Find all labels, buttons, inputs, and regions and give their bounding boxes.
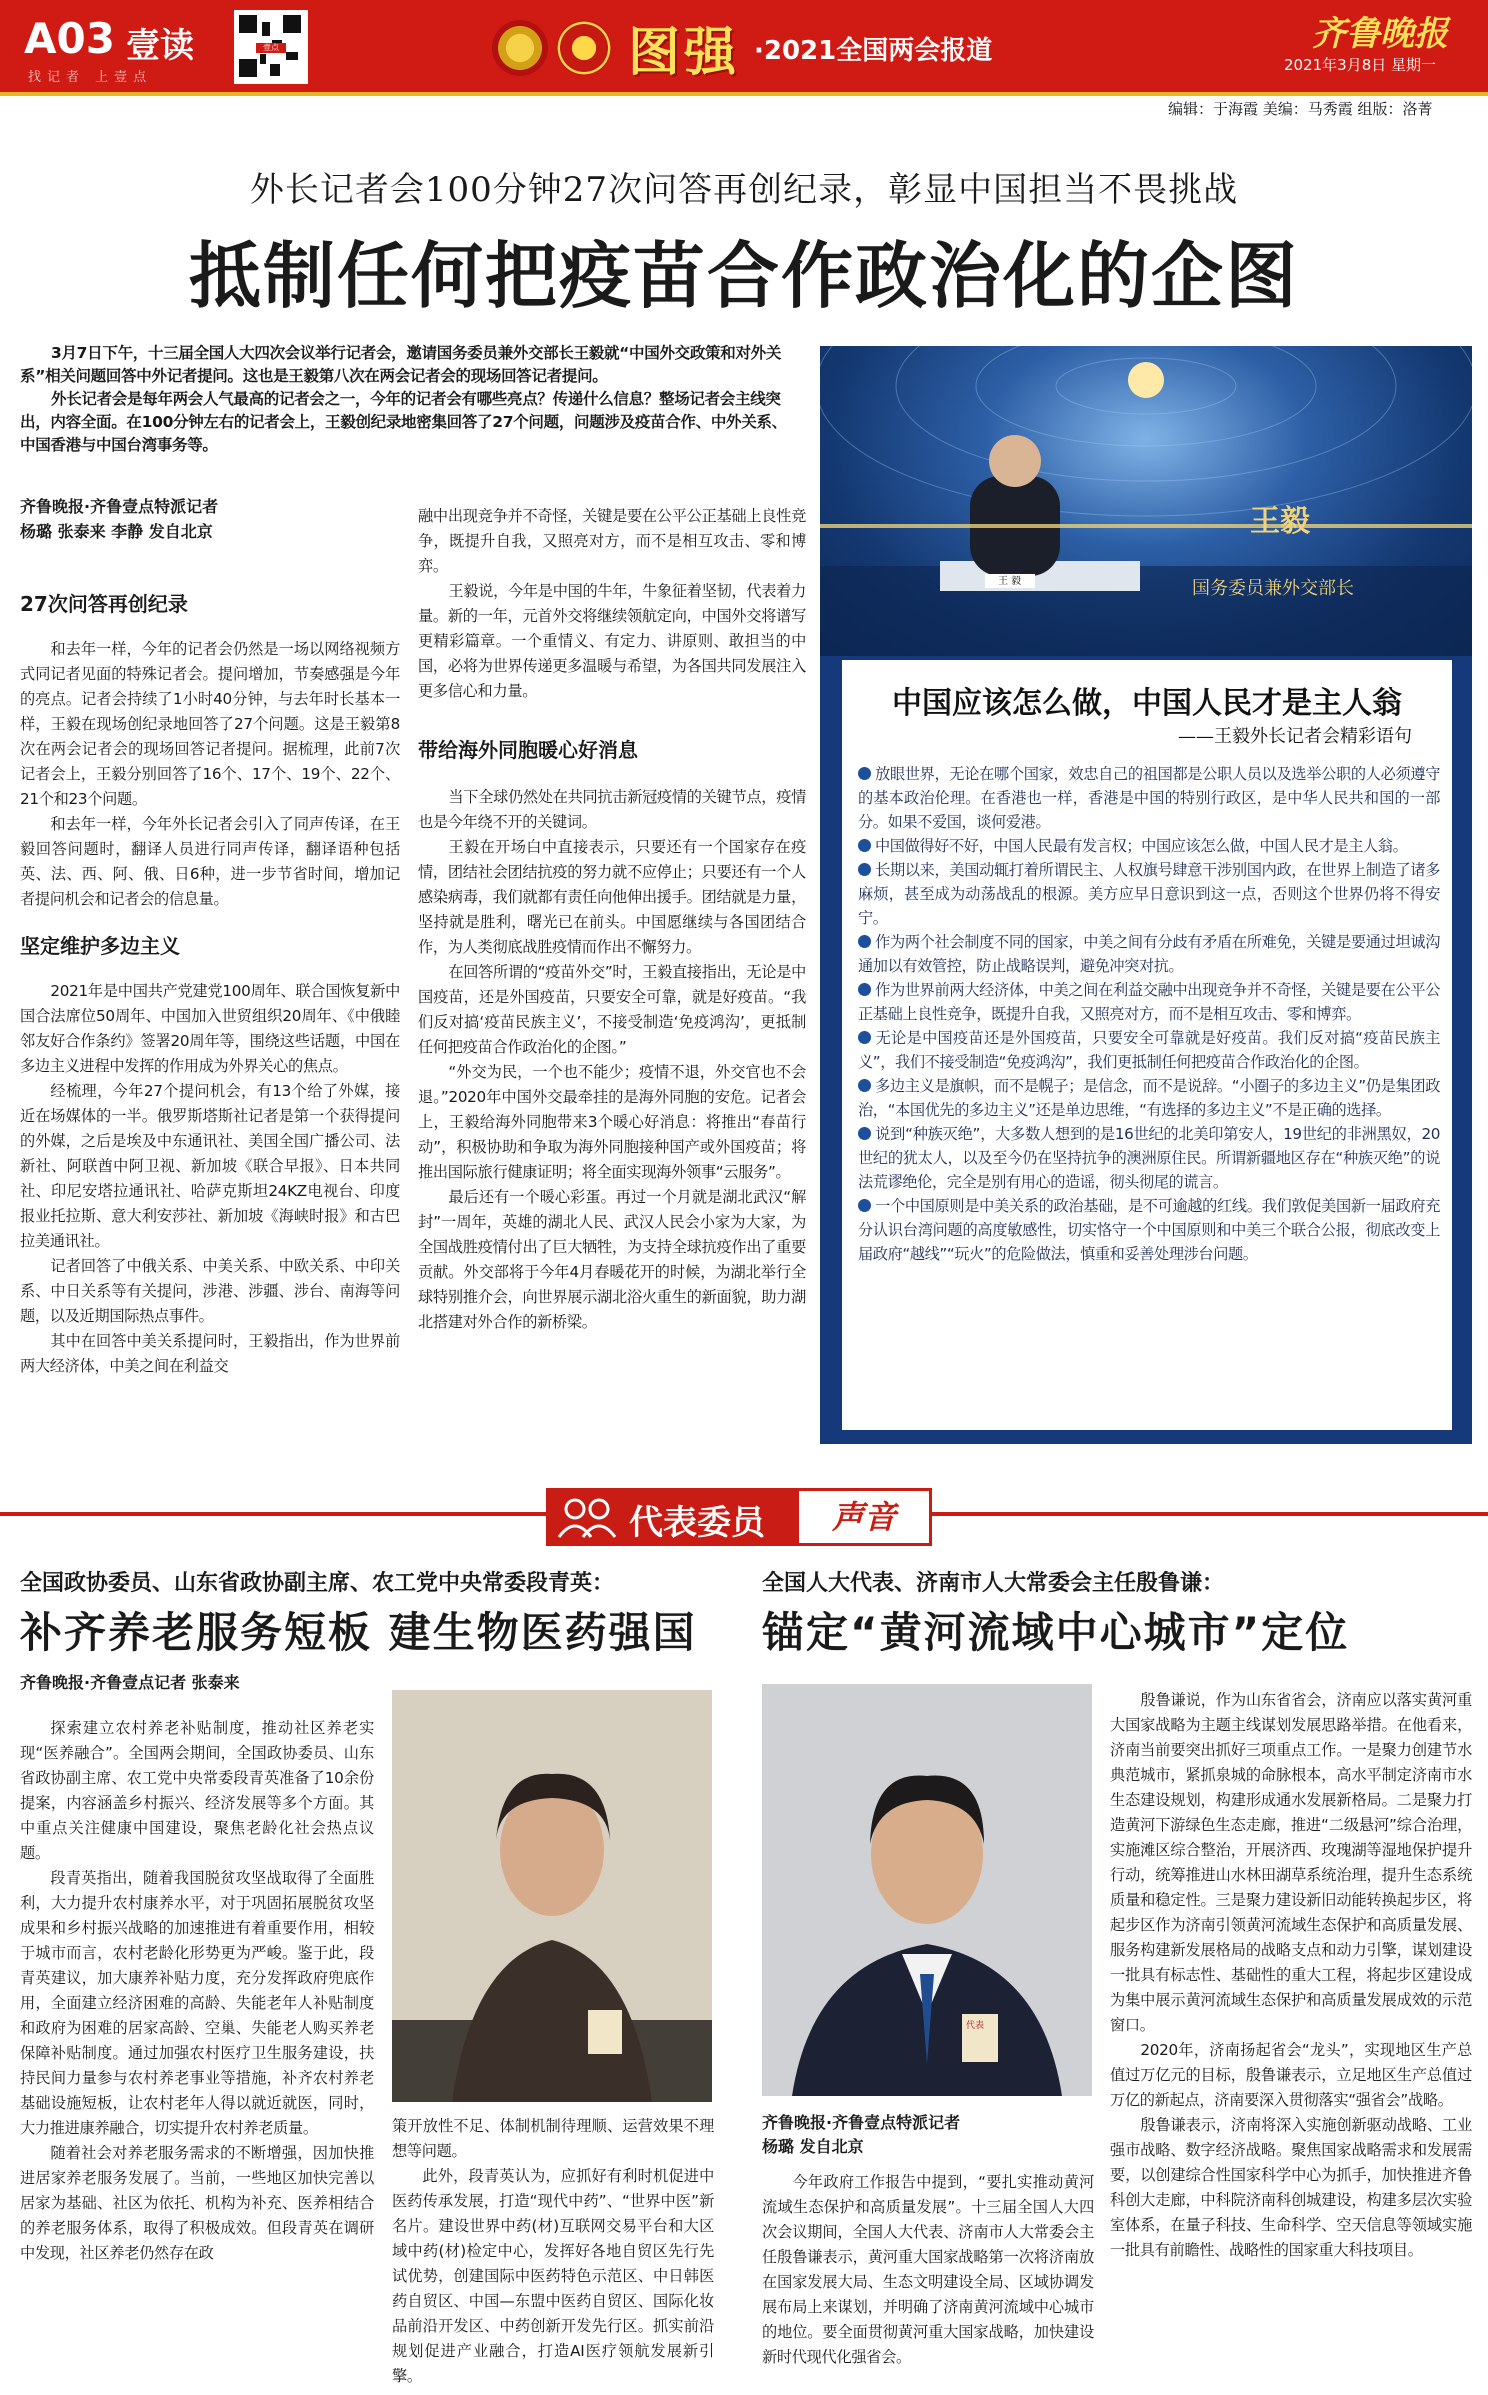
- right-byline-agency: 齐鲁晚报·齐鲁壹点特派记者: [762, 2113, 961, 2132]
- paragraph: 段青英指出，随着我国脱贫攻坚战取得了全面胜利，大力提升农村康养水平，对于巩固拓展脱贫攻坚成果和乡村振兴战略的加速推进有着重要作用，相较于城市而言，农村老龄化形势更为严峻。鉴于此，段青英建议，加大康养补贴力度，充分发挥政府兜底作用，全面建立经济困难的高龄、失能老年人补贴制度和政府为困难的居家高龄、空巢、失能老人购买养老保障补贴制度。通过加强农村医疗卫生服务建设，扶持民间力量参与农村养老事业等措施，补齐农村养老基础设施短板，让农村老年人得以就近就医，同时，大力推进康养融合，切实提升农村养老质量。: [20, 1869, 374, 2137]
- editors-line: 编辑：于海霞 美编：马秀霞 组版：洛菁: [1168, 100, 1433, 118]
- paper-name: 齐鲁晚报: [1312, 14, 1448, 54]
- issue-date: 2021年3月8日 星期一: [1284, 56, 1437, 74]
- cppcc-emblem-icon: [556, 20, 612, 76]
- nameplate-stripe: [820, 524, 1472, 528]
- quote-text: 作为世界前两大经济体，中美之间在利益交融中出现竞争并不奇怪，关键是要在公平公正基础上良性竞争，既提升自我，又照亮对方，而不是相互攻击、零和博弈。: [858, 981, 1440, 1023]
- paragraph: 今年政府工作报告中提到，“要扎实推动黄河流域生态保护和高质量发展”。十三届全国人大四次会议期间，全国人大代表、济南市人大常委会主任殷鲁谦表示，黄河重大国家战略第一次将济南放在国家发展大局、生态文明建设全局、区域协调发展布局上来谋划，并明确了济南黄河流域中心城市的地位。要全面贯彻黄河重大国家战略，加快建设新时代现代化强省会。: [762, 2173, 1094, 2366]
- quote-item: [858, 930, 1440, 978]
- photo-name: 王毅: [1250, 504, 1310, 539]
- quote-item: [858, 1194, 1440, 1266]
- slogan: 找记者 上壹点: [28, 70, 153, 85]
- paragraph: 王毅说，今年是中国的牛年，牛象征着坚韧，代表着力量。新的一年，元首外交将继续领航定向，中国外交将谱写更精彩篇章。一个重情义、有定力、讲原则、敢担当的中国，必将为世界传递更多温暖与希望，为各国共同发展注入更多信心和力量。: [418, 582, 806, 700]
- byline-agency: 齐鲁晚报·齐鲁壹点特派记者: [20, 497, 219, 516]
- banner-voice: 声音: [799, 1491, 929, 1543]
- photo-title: 国务委员兼外交部长: [1192, 578, 1354, 599]
- paragraph: 记者回答了中俄关系、中美关系、中欧关系、中印关系、中日关系等有关提问，涉港、涉疆、涉台、南海等问题，以及近期国际热点事件。: [20, 1257, 400, 1325]
- paragraph: 随着社会对养老服务需求的不断增强，因加快推进居家养老服务发展了。当前，一些地区加快完善以居家为基础、社区为依托、机构为补充、医养相结合的养老服务体系，取得了积极成效。但段青英在调研中发现，社区养老仍然存在政: [20, 2144, 374, 2262]
- quote-text: 说到“种族灭绝”，大多数人想到的是16世纪的北美印第安人，19世纪的非洲黑奴，20世纪的犹太人，以及至今仍在坚持抗争的澳洲原住民。所谓新疆地区存在“种族灭绝”的说法荒谬绝伦，完全是别有用心的造谣，彻头彻尾的谎言。: [858, 1125, 1440, 1191]
- bullet-icon: [858, 1127, 871, 1140]
- portrait-photo-yin: [762, 1684, 1092, 2096]
- quote-item: [858, 762, 1440, 834]
- people-icon: [555, 1495, 625, 1539]
- quote-text: 多边主义是旗帜，而不是幌子；是信念，而不是说辞。“小圈子的多边主义”仍是集团政治，“本国优先的多边主义”还是单边思维，“有选择的多边主义”不是正确的选择。: [858, 1077, 1440, 1119]
- section-name: 壹读: [126, 26, 194, 66]
- qr-label: 壹点: [256, 43, 286, 53]
- main-column-1: [20, 494, 400, 1379]
- main-title: 抵制任何把疫苗合作政治化的企图: [188, 234, 1299, 318]
- banner-title: 代表委员: [629, 1503, 765, 1543]
- paragraph: 此外，段青英认为，应抓好有利时机促进中医药传承发展，打造“现代中药”、“世界中医”新名片。建设世界中药(材)互联网交易平台和大区域中药(材)检定中心，发挥好各地自贸区先行先试优势，创建国际中医药特色示范区、中日韩医药自贸区、中国—东盟中医药自贸区、国际化妆品前沿开发区、中药创新开发先行区。抓实前沿规划促进产业融合，打造AI医疗领航发展新引擎。: [392, 2167, 714, 2385]
- bullet-icon: [858, 1031, 871, 1044]
- paragraph: 2021年是中国共产党建党100周年、联合国恢复新中国合法席位50周年、中国加入世贸组织20周年、《中俄睦邻友好合作条约》签署20周年等，围绕这些话题，中国在多边主义进程中发挥的作用成为外界关心的焦点。: [20, 982, 400, 1075]
- left-column-2: [392, 2114, 714, 2389]
- quotes-title: 中国应该怎么做，中国人民才是主人翁: [892, 686, 1402, 721]
- left-byline: 齐鲁晚报·齐鲁壹点记者 张泰来: [20, 1673, 240, 1692]
- page-number: A03: [24, 14, 115, 63]
- section-title-2: 坚定维护多边主义: [20, 934, 180, 958]
- main-column-2: [418, 504, 806, 1335]
- paragraph: 殷鲁谦说，作为山东省省会，济南应以落实黄河重大国家战略为主题主线谋划发展思路举措。在他看来，济南当前要突出抓好三项重点工作。一是聚力创建节水典范城市，紧抓泉城的命脉根本，高水平制定济南市水生态建设规划，构建形成通水发展新格局。二是聚力打造黄河下游绿色生态走廊，推进“二级悬河”综合治理，实施滩区综合整治，开展济西、玫瑰湖等湿地保护提升行动，统筹推进山水林田湖草系统治理，提升生态系统质量和稳定性。三是聚力建设新旧动能转换起步区，将起步区作为济南引领黄河流域生态保护和高质量发展、服务构建新发展格局的战略支点和动力引擎，谋划建设一批具有标志性、基础性的重大工程，将起步区建设成为集中展示黄河流域生态保护和高质量发展成效的示范窗口。: [1110, 1691, 1472, 2034]
- quotes-panel: [842, 660, 1452, 1430]
- paragraph: 在回答所谓的“疫苗外交”时，王毅直接指出，无论是中国疫苗，还是外国疫苗，只要安全可靠，就是好疫苗。“我们反对搞‘疫苗民族主义’，不接受制造‘免疫鸿沟’，更抵制任何把疫苗合作政治化的企图。”: [418, 963, 806, 1056]
- paragraph: 和去年一样，今年的记者会仍然是一场以网络视频方式同记者见面的特殊记者会。提问增加，节奏感强是今年的亮点。记者会持续了1小时40分钟，与去年时长基本一样，王毅在现场创纪录地回答了27个问题。这是王毅第8次在两会记者会的现场回答记者提问。据梳理，此前7次记者会上，王毅分别回答了16个、17个、19个、22个、21个和23个问题。: [20, 640, 400, 808]
- right-byline-name: 杨璐 发自北京: [762, 2137, 864, 2156]
- paragraph: 融中出现竞争并不奇怪，关键是要在公平公正基础上良性竞争，既提升自我，又照亮对方，而不是相互攻击、零和博弈。: [418, 507, 806, 575]
- section-title-3: 带给海外同胞暖心好消息: [418, 738, 638, 762]
- header-gold-stripe: [0, 92, 1488, 96]
- quotes-subtitle: ——王毅外长记者会精彩语句: [1178, 726, 1412, 747]
- paragraph: 最后还有一个暖心彩蛋。再过一个月就是湖北武汉“解封”一周年，英雄的湖北人民、武汉人民会小家为大家，为全国战胜疫情付出了巨大牺牲，为支持全球抗疫作出了重要贡献。外交部将于今年4月春暖花开的时候，为湖北举行全球特别推介会，向世界展示湖北浴火重生的新面貌，助力湖北搭建对外合作的新桥梁。: [418, 1188, 806, 1331]
- bullet-icon: [858, 839, 871, 852]
- quote-text: 作为两个社会制度不同的国家，中美之间有分歧有矛盾在所难免，关键是要通过坦诚沟通加以有效管控，防止战略误判，避免冲突对抗。: [858, 933, 1440, 975]
- quote-text: 中国做得好不好，中国人民最有发言权；中国应该怎么做，中国人民才是主人翁。: [875, 837, 1408, 855]
- section-title-1: 27次问答再创纪录: [20, 592, 188, 616]
- paragraph: 王毅在开场白中直接表示，只要还有一个国家存在疫情，团结社会团结抗疫的努力就不应停止；只要还有一个人感染病毒，我们就都有责任向他伸出援手。团结就是力量，坚持就是胜利，曙光已在前头。中国愿继续与各国团结合作，为人类彻底战胜疫情而作出不懈努力。: [418, 838, 806, 956]
- right-headline: 锚定“黄河流域中心城市”定位: [762, 1608, 1350, 1657]
- bullet-icon: [858, 767, 871, 780]
- quote-text: 放眼世界，无论在哪个国家，效忠自己的祖国都是公职人员以及选举公职的人必须遵守的基本政治伦理。在香港也一样，香港是中国的特别行政区，是中华人民共和国的一部分。如果不爱国，谈何爱港。: [858, 765, 1440, 831]
- nameplate: 王 毅: [998, 576, 1022, 587]
- page-header: [0, 0, 1488, 136]
- bullet-icon: [858, 935, 871, 948]
- byline-names: 杨璐 张泰来 李静 发自北京: [20, 522, 213, 541]
- left-kicker: 全国政协委员、山东省政协副主席、农工党中央常委段青英：: [20, 1571, 615, 1596]
- bullet-icon: [858, 1079, 871, 1092]
- brand-word: 图强: [628, 22, 741, 83]
- badge-label: 代表: [966, 2021, 985, 2031]
- paragraph: 当下全球仍然处在共同抗击新冠疫情的关键节点，疫情也是今年绕不开的关键词。: [418, 788, 806, 831]
- quote-list: [858, 762, 1440, 1266]
- paragraph: 探索建立农村养老补贴制度，推动社区养老实现“医养融合”。全国两会期间，全国政协委员、山东省政协副主席、农工党中央常委段青英准备了10余份提案，内容涵盖乡村振兴、经济发展等多个方面。其中重点关注健康中国建设，聚焦老龄化社会热点议题。: [20, 1719, 374, 1862]
- left-column-1: [20, 1716, 374, 2266]
- right-column-2: [1110, 1688, 1472, 2263]
- paragraph: “外交为民，一个也不能少；疫情不退，外交官也不会退。”2020年中国外交最牵挂的是海外同胞的安危。记者会上，王毅给海外同胞带来3个暖心好消息：将推出“春苗行动”，积极协助和争取为海外同胞接种国产或外国疫苗；将推出国际旅行健康证明；将全面实现海外领事“云服务”。: [418, 1063, 806, 1181]
- main-subtitle: 外长记者会100分钟27次问答再创纪录，彰显中国担当不畏挑战: [249, 170, 1239, 210]
- right-kicker: 全国人大代表、济南市人大常委会主任殷鲁谦：: [762, 1571, 1225, 1596]
- quote-text: 长期以来，美国动辄打着所谓民主、人权旗号肆意干涉别国内政，在世界上制造了诸多麻烦，甚至成为动荡战乱的根源。美方应早日意识到这一点，否则这个世界仍将不得安宁。: [858, 861, 1440, 927]
- bullet-icon: [858, 983, 871, 996]
- special-report-label: ·2021全国两会报道: [754, 36, 993, 66]
- paragraph: 其中在回答中美关系提问时，王毅指出，作为世界前两大经济体，中美之间在利益交: [20, 1332, 400, 1375]
- quote-item: [858, 858, 1440, 930]
- quote-text: 无论是中国疫苗还是外国疫苗，只要安全可靠就是好疫苗。我们反对搞“疫苗民族主义”，我们不接受制造“免疫鸿沟”，我们更抵制任何把疫苗合作政治化的企图。: [858, 1029, 1440, 1071]
- paragraph: 经梳理，今年27个提问机会，有13个给了外媒，接近在场媒体的一半。俄罗斯塔斯社记者是第一个获得提问的外媒，之后是埃及中东通讯社、美国全国广播公司、法新社、阿联酋中阿卫视、新加坡《联合早报》、日本共同社、印尼安塔拉通讯社、哈萨克斯坦24KZ电视台、印度报业托拉斯、意大利安莎社、新加坡《海峡时报》和古巴拉美通讯社。: [20, 1082, 400, 1250]
- national-emblem-icon: [492, 20, 548, 76]
- bullet-icon: [858, 863, 871, 876]
- lead-p1: 3月7日下午，十三届全国人大四次会议举行记者会，邀请国务委员兼外交部长王毅就“中国外交政策和对外关系”相关问题回答中外记者提问。这也是王毅第八次在两会记者会的现场回答记者提问。: [20, 344, 782, 385]
- quote-item: [858, 978, 1440, 1026]
- qr-code[interactable]: [234, 10, 308, 84]
- quote-item: [858, 1026, 1440, 1074]
- lead-p2: 外长记者会是每年两会人气最高的记者会之一，今年的记者会有哪些亮点？传递什么信息？整场记者会主线突出，内容全面。在100分钟左右的记者会上，王毅创纪录地密集回答了27个问题，问题涉及疫苗合作、中外关系、中国香港与中国台湾事务等。: [20, 390, 787, 454]
- portrait-photo-duan: [392, 1690, 712, 2102]
- paragraph: 殷鲁谦表示，济南将深入实施创新驱动战略、工业强市战略、数字经济战略。聚焦国家战略需求和发展需要，以创建综合性国家科学中心为抓手，加快推进齐鲁科创大走廊，中科院济南科创城建设，构建多层次实验室体系，在量子科技、生命科学、空天信息等领域实施一批具有前瞻性、战略性的国家重大科技项目。: [1110, 2116, 1472, 2259]
- paragraph: 和去年一样，今年外长记者会引入了同声传译，在王毅回答问题时，翻译人员进行同声传译，翻译语种包括英、法、西、阿、俄、日6种，进一步节省时间，增加记者提问机会和记者会的信息量。: [20, 815, 400, 908]
- banner: [546, 1488, 932, 1546]
- bullet-icon: [858, 1199, 871, 1212]
- paragraph: 2020年，济南扬起省会“龙头”，实现地区生产总值过万亿元的目标，殷鲁谦表示，立足地区生产总值过万亿的新起点，济南要深入贯彻落实“强省会”战略。: [1110, 2041, 1472, 2109]
- quote-item: [858, 834, 1440, 858]
- lead-paragraphs: [20, 342, 800, 457]
- quote-item: [858, 1074, 1440, 1122]
- left-headline: 补齐养老服务短板 建生物医药强国: [20, 1608, 697, 1657]
- quote-text: 一个中国原则是中美关系的政治基础，是不可逾越的红线。我们敦促美国新一届政府充分认识台湾问题的高度敏感性，切实恪守一个中国原则和中美三个联合公报，彻底改变上届政府“越线”“玩火”的危险做法，慎重和妥善处理涉台问题。: [858, 1197, 1440, 1263]
- quote-item: [858, 1122, 1440, 1194]
- press-conference-photo: [820, 346, 1472, 656]
- header-bar: [0, 0, 1488, 92]
- right-column-1: [762, 2170, 1094, 2370]
- paragraph: 策开放性不足、体制机制待理顺、运营效果不理想等问题。: [392, 2117, 714, 2160]
